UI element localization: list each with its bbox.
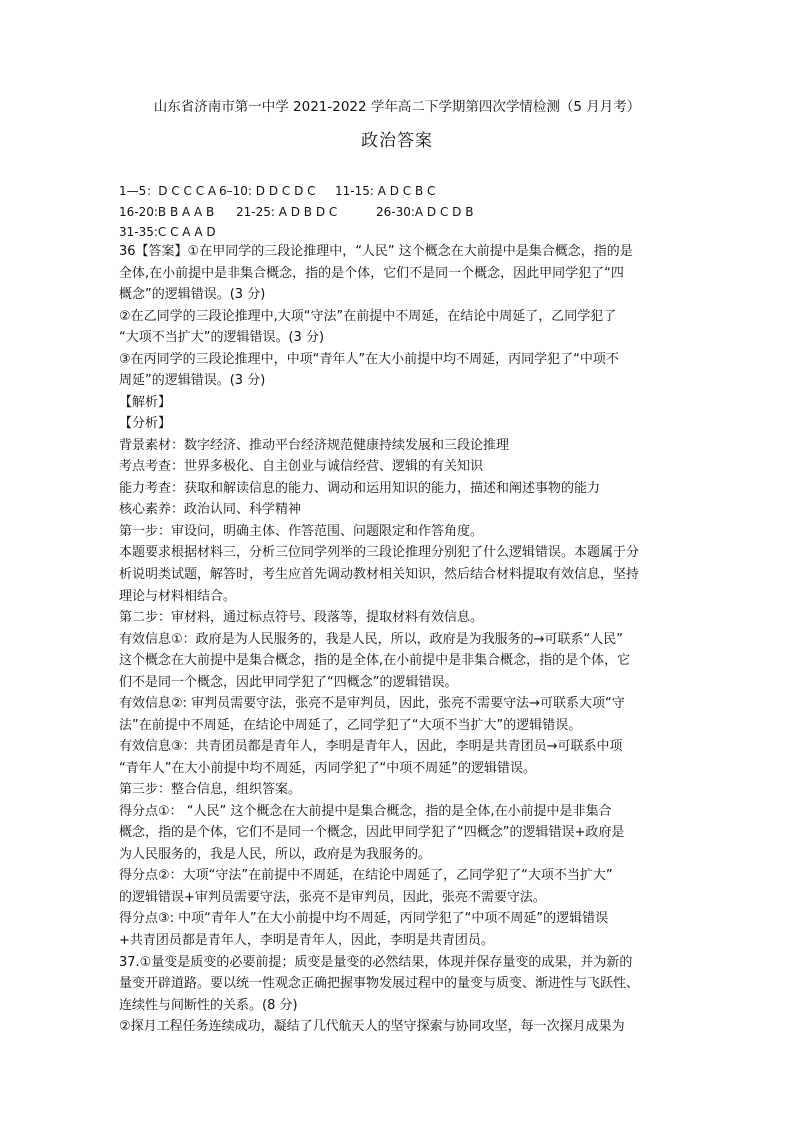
- answer-range: 31-35:C C A A D: [119, 225, 216, 239]
- text-line: 第二步：审材料，通过标点符号、段落等，提取材料有效信息。: [119, 610, 484, 625]
- text-line: 能力考查：获取和解读信息的能力、调动和运用知识的能力，描述和阐述事物的能力: [119, 480, 601, 496]
- text-line: 得分点②：大项“守法”在前提中不周延，在结论中周延了，乙同学犯了“大项不当扩大”: [119, 868, 613, 884]
- text-line: ③在丙同学的三段论推理中，中项“青年人”在大小前提中均不周延，丙同学犯了“中项不: [119, 351, 619, 367]
- text-line: 核心素养：政治认同、科学精神: [119, 502, 302, 518]
- text-line: 有效信息③：共青团员都是青年人，李明是青年人，因此，李明是共青团员→可联系中项: [119, 739, 623, 755]
- text-line: 概念”的逻辑错误。(3 分): [119, 287, 266, 303]
- answer-key-row-2: [119, 202, 473, 222]
- answer-range: 16-20:B B A A B: [119, 205, 215, 219]
- text-line: 得分点③: 中项“青年人”在大小前提中均不周延，丙同学犯了“中项不周延”的逻辑错误: [119, 911, 609, 927]
- text-line: 的逻辑错误+审判员需要守法，张亮不是审判员，因此，张亮不需要守法。: [119, 889, 546, 905]
- text-line: 量变开辟道路。要以统一性观念正确把握事物发展过程中的量变与质变、渐进性与飞跃性、: [119, 976, 640, 991]
- document-title: 山东省济南市第一中学 2021-2022 学年高二下学期第四次学情检测（5 月月考）: [153, 99, 641, 115]
- text-line: 这个概念在大前提中是集合概念，指的是全体,在小前提中是非集合概念，指的是个体，它: [119, 653, 631, 669]
- text-line: +共青团员都是青年人，李明是青年人，因此，李明是共青团员。: [119, 933, 494, 948]
- text-line: 【解析】: [119, 394, 172, 410]
- text-line: 第一步：审设问，明确主体、作答范围、问题限定和作答角度。: [119, 523, 484, 539]
- answer-range: 11-15: A D C B C: [335, 184, 436, 198]
- text-line: 考点考查：世界多极化、自主创业与诚信经营、逻辑的有关知识: [119, 459, 484, 475]
- document-subtitle: 政治答案: [361, 131, 433, 151]
- text-line: 周延”的逻辑错误。(3 分): [119, 373, 266, 389]
- answer-range: 1—5：D C C C A: [119, 184, 217, 198]
- text-line: 概念，指的是个体，它们不是同一个概念，因此甲同学犯了“四概念”的逻辑错误+政府是: [119, 825, 625, 841]
- text-line: “青年人”在大小前提中均不周延，丙同学犯了“中项不周延”的逻辑错误。: [119, 760, 536, 776]
- answer-key-row-1: [119, 181, 435, 201]
- answer-key-row-3: [119, 222, 216, 242]
- text-line: “大项不当扩大”的逻辑错误。(3 分): [119, 330, 325, 346]
- text-line: 为人民服务的，我是人民，所以，政府是为我服务的。: [119, 846, 432, 862]
- text-line: ②在乙同学的三段论推理中,大项“守法”在前提中不周延，在结论中周延了，乙同学犯了: [119, 308, 617, 324]
- answer-range: 21-25: A D B D C: [236, 205, 338, 219]
- text-line: 背景素材：数字经济、推动平台经济规范健康持续发展和三段论推理: [119, 437, 510, 453]
- text-line: ②探月工程任务连续成功，凝结了几代航天人的坚守探索与协同攻坚，每一次探月成果为: [119, 1019, 625, 1035]
- text-line: 本题要求根据材料三，分析三位同学列举的三段论推理分别犯了什么逻辑错误。本题属于分: [119, 545, 640, 561]
- answer-range: 6–10: D D C D C: [219, 184, 316, 198]
- text-line: 们不是同一个概念，因此甲同学犯了“四概念”的逻辑错误。: [119, 674, 458, 690]
- text-line: 得分点①： “人民” 这个概念在大前提中是集合概念，指的是全体,在小前提中是非集合: [119, 803, 612, 819]
- text-line: 析说明类试题，解答时，考生应首先调动教材相关知识，然后结合材料提取有效信息，坚持: [119, 567, 640, 582]
- text-line: 有效信息①：政府是为人民服务的，我是人民，所以，政府是为我服务的→可联系“人民”: [119, 631, 624, 647]
- text-line: 第三步：整合信息，组织答案。: [119, 782, 302, 798]
- text-line: 理论与材料相结合。: [119, 588, 237, 604]
- text-line: 36【答案】①在甲同学的三段论推理中，“人民” 这个概念在大前提中是集合概念，指的是: [119, 244, 633, 259]
- text-line: 法”在前提中不周延，在结论中周延了，乙同学犯了“大项不当扩大”的逻辑错误。: [119, 717, 582, 733]
- text-line: 全体,在小前提中是非集合概念，指的是个体，它们不是同一个概念，因此甲同学犯了“四: [119, 265, 624, 281]
- answer-range: 26-30:A D C D B: [376, 205, 474, 219]
- text-line: 连续性与间断性的关系。(8 分): [119, 997, 298, 1013]
- text-line: 有效信息②: 审判员需要守法，张亮不是审判员，因此，张亮不需要守法→可联系大项“守: [119, 696, 625, 712]
- text-line: 【分析】: [119, 416, 172, 432]
- text-line: 37.①量变是质变的必要前提；质变是量变的必然结果，体现并保存量变的成果，并为新的: [119, 954, 633, 970]
